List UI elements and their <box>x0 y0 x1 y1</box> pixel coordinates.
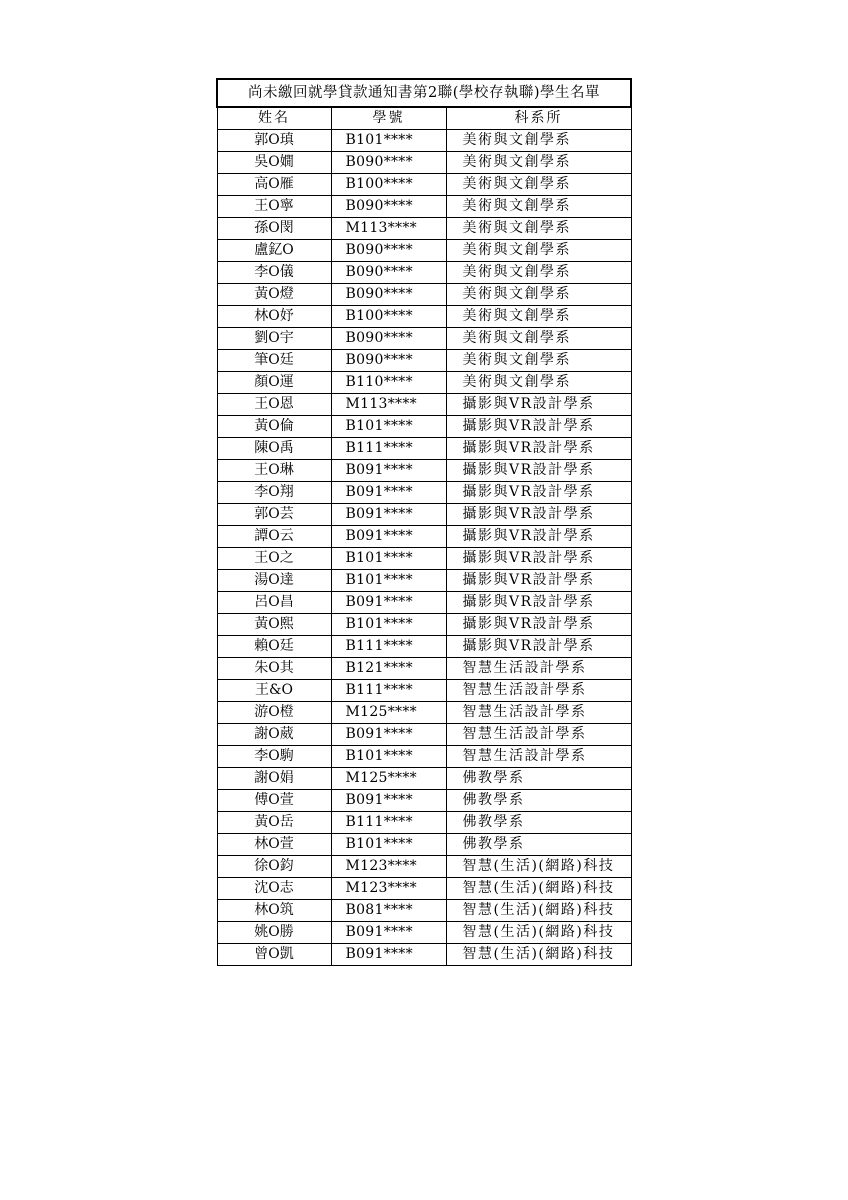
student-name-cell: 郭O瑱 <box>217 130 331 152</box>
department-cell: 美術與文創學系 <box>446 218 631 240</box>
student-name-cell: 謝O娟 <box>217 768 331 790</box>
department-cell: 攝影與VR設計學系 <box>446 570 631 592</box>
table-row <box>217 350 631 372</box>
department-cell: 智慧(生活)(網路)科技 <box>446 900 631 922</box>
table-row <box>217 768 631 790</box>
table-row <box>217 746 631 768</box>
department-cell: 攝影與VR設計學系 <box>446 438 631 460</box>
department-cell: 攝影與VR設計學系 <box>446 482 631 504</box>
student-name-cell: 呂O昌 <box>217 592 331 614</box>
student-name-cell: 孫O閔 <box>217 218 331 240</box>
student-name-cell: 黃O熙 <box>217 614 331 636</box>
student-name-cell: 傅O萱 <box>217 790 331 812</box>
student-name-cell: 林O妤 <box>217 306 331 328</box>
table-row <box>217 944 631 966</box>
student-id-cell: B091**** <box>331 526 446 548</box>
department-cell: 智慧生活設計學系 <box>446 724 631 746</box>
table-row <box>217 812 631 834</box>
table-row <box>217 900 631 922</box>
student-id-cell: B111**** <box>331 812 446 834</box>
student-name-cell: 黃O燈 <box>217 284 331 306</box>
department-cell: 攝影與VR設計學系 <box>446 460 631 482</box>
student-id-cell: B091**** <box>331 460 446 482</box>
table-row <box>217 680 631 702</box>
department-cell: 美術與文創學系 <box>446 152 631 174</box>
department-cell: 美術與文創學系 <box>446 174 631 196</box>
student-id-cell: B091**** <box>331 922 446 944</box>
table-body <box>217 130 631 966</box>
student-id-cell: B110**** <box>331 372 446 394</box>
student-id-cell: B091**** <box>331 724 446 746</box>
department-cell: 美術與文創學系 <box>446 196 631 218</box>
student-name-cell: 姚O勝 <box>217 922 331 944</box>
student-name-cell: 謝O葳 <box>217 724 331 746</box>
table-row <box>217 438 631 460</box>
student-id-cell: B090**** <box>331 262 446 284</box>
student-name-cell: 王O琳 <box>217 460 331 482</box>
student-name-cell: 劉O宇 <box>217 328 331 350</box>
department-cell: 攝影與VR設計學系 <box>446 592 631 614</box>
student-id-cell: B090**** <box>331 152 446 174</box>
header-student-id: 學號 <box>331 107 446 130</box>
student-name-cell: 高O雁 <box>217 174 331 196</box>
student-name-cell: 湯O達 <box>217 570 331 592</box>
student-name-cell: 王O恩 <box>217 394 331 416</box>
table-row <box>217 328 631 350</box>
table-row <box>217 856 631 878</box>
student-id-cell: B101**** <box>331 570 446 592</box>
student-id-cell: B081**** <box>331 900 446 922</box>
department-cell: 美術與文創學系 <box>446 284 631 306</box>
student-id-cell: B090**** <box>331 284 446 306</box>
student-name-cell: 李O駒 <box>217 746 331 768</box>
student-name-cell: 林O筑 <box>217 900 331 922</box>
table-row <box>217 614 631 636</box>
student-name-cell: 顏O運 <box>217 372 331 394</box>
department-cell: 攝影與VR設計學系 <box>446 614 631 636</box>
table-row <box>217 702 631 724</box>
department-cell: 智慧(生活)(網路)科技 <box>446 944 631 966</box>
student-id-cell: B101**** <box>331 834 446 856</box>
table-row <box>217 372 631 394</box>
department-cell: 攝影與VR設計學系 <box>446 394 631 416</box>
department-cell: 美術與文創學系 <box>446 262 631 284</box>
table-row <box>217 416 631 438</box>
student-name-cell: 林O萱 <box>217 834 331 856</box>
student-id-cell: B101**** <box>331 614 446 636</box>
header-department: 科系所 <box>446 107 631 130</box>
student-id-cell: B091**** <box>331 944 446 966</box>
table-row <box>217 834 631 856</box>
table-row <box>217 636 631 658</box>
student-name-cell: 王&O <box>217 680 331 702</box>
header-row <box>217 107 631 130</box>
student-id-cell: M113**** <box>331 394 446 416</box>
student-name-cell: 曾O凱 <box>217 944 331 966</box>
department-cell: 佛教學系 <box>446 768 631 790</box>
student-name-cell: 王O寧 <box>217 196 331 218</box>
student-id-cell: B101**** <box>331 548 446 570</box>
table-row <box>217 548 631 570</box>
student-id-cell: B100**** <box>331 306 446 328</box>
title-row <box>217 79 631 107</box>
student-id-cell: B121**** <box>331 658 446 680</box>
student-name-cell: 盧釔O <box>217 240 331 262</box>
table-row <box>217 570 631 592</box>
table-row <box>217 174 631 196</box>
student-id-cell: B090**** <box>331 350 446 372</box>
table-row <box>217 658 631 680</box>
table-row <box>217 482 631 504</box>
student-id-cell: B091**** <box>331 504 446 526</box>
department-cell: 美術與文創學系 <box>446 240 631 262</box>
table-row <box>217 504 631 526</box>
department-cell: 攝影與VR設計學系 <box>446 526 631 548</box>
department-cell: 智慧(生活)(網路)科技 <box>446 922 631 944</box>
student-name-cell: 吳O嫺 <box>217 152 331 174</box>
table-row <box>217 262 631 284</box>
document-title: 尚未繳回就學貸款通知書第2聯(學校存執聯)學生名單 <box>217 79 631 107</box>
department-cell: 攝影與VR設計學系 <box>446 636 631 658</box>
department-cell: 美術與文創學系 <box>446 350 631 372</box>
student-id-cell: B111**** <box>331 438 446 460</box>
student-id-cell: B101**** <box>331 130 446 152</box>
table-row <box>217 878 631 900</box>
student-name-cell: 朱O其 <box>217 658 331 680</box>
table-row <box>217 460 631 482</box>
student-list-table <box>216 78 632 966</box>
student-id-cell: B100**** <box>331 174 446 196</box>
header-name: 姓名 <box>217 107 331 130</box>
department-cell: 智慧(生活)(網路)科技 <box>446 856 631 878</box>
student-id-cell: M125**** <box>331 768 446 790</box>
student-id-cell: B111**** <box>331 636 446 658</box>
student-name-cell: 徐O鈞 <box>217 856 331 878</box>
department-cell: 美術與文創學系 <box>446 328 631 350</box>
student-name-cell: 黃O岳 <box>217 812 331 834</box>
student-id-cell: M123**** <box>331 878 446 900</box>
table-row <box>217 152 631 174</box>
department-cell: 佛教學系 <box>446 834 631 856</box>
student-id-cell: B090**** <box>331 196 446 218</box>
table-row <box>217 592 631 614</box>
student-id-cell: B101**** <box>331 746 446 768</box>
student-name-cell: 王O之 <box>217 548 331 570</box>
student-name-cell: 黃O倫 <box>217 416 331 438</box>
department-cell: 智慧生活設計學系 <box>446 746 631 768</box>
student-name-cell: 郭O芸 <box>217 504 331 526</box>
department-cell: 智慧生活設計學系 <box>446 658 631 680</box>
table-row <box>217 130 631 152</box>
table-row <box>217 526 631 548</box>
student-name-cell: 李O儀 <box>217 262 331 284</box>
table-row <box>217 284 631 306</box>
student-id-cell: B111**** <box>331 680 446 702</box>
department-cell: 攝影與VR設計學系 <box>446 504 631 526</box>
table-row <box>217 218 631 240</box>
student-name-cell: 筆O廷 <box>217 350 331 372</box>
table-row <box>217 790 631 812</box>
student-id-cell: B091**** <box>331 592 446 614</box>
student-id-cell: B090**** <box>331 328 446 350</box>
department-cell: 攝影與VR設計學系 <box>446 548 631 570</box>
student-id-cell: B091**** <box>331 790 446 812</box>
table-row <box>217 724 631 746</box>
table-row <box>217 196 631 218</box>
department-cell: 美術與文創學系 <box>446 372 631 394</box>
department-cell: 美術與文創學系 <box>446 306 631 328</box>
table-row <box>217 306 631 328</box>
student-id-cell: M125**** <box>331 702 446 724</box>
department-cell: 美術與文創學系 <box>446 130 631 152</box>
student-name-cell: 李O翔 <box>217 482 331 504</box>
student-id-cell: B090**** <box>331 240 446 262</box>
student-name-cell: 游O橙 <box>217 702 331 724</box>
table-row <box>217 922 631 944</box>
student-name-cell: 譚O云 <box>217 526 331 548</box>
department-cell: 佛教學系 <box>446 812 631 834</box>
student-id-cell: B091**** <box>331 482 446 504</box>
department-cell: 佛教學系 <box>446 790 631 812</box>
table-row <box>217 240 631 262</box>
student-id-cell: M123**** <box>331 856 446 878</box>
department-cell: 智慧(生活)(網路)科技 <box>446 878 631 900</box>
student-name-cell: 陳O禹 <box>217 438 331 460</box>
student-name-cell: 沈O志 <box>217 878 331 900</box>
table-row <box>217 394 631 416</box>
student-id-cell: M113**** <box>331 218 446 240</box>
department-cell: 攝影與VR設計學系 <box>446 416 631 438</box>
student-id-cell: B101**** <box>331 416 446 438</box>
department-cell: 智慧生活設計學系 <box>446 680 631 702</box>
student-name-cell: 賴O廷 <box>217 636 331 658</box>
department-cell: 智慧生活設計學系 <box>446 702 631 724</box>
